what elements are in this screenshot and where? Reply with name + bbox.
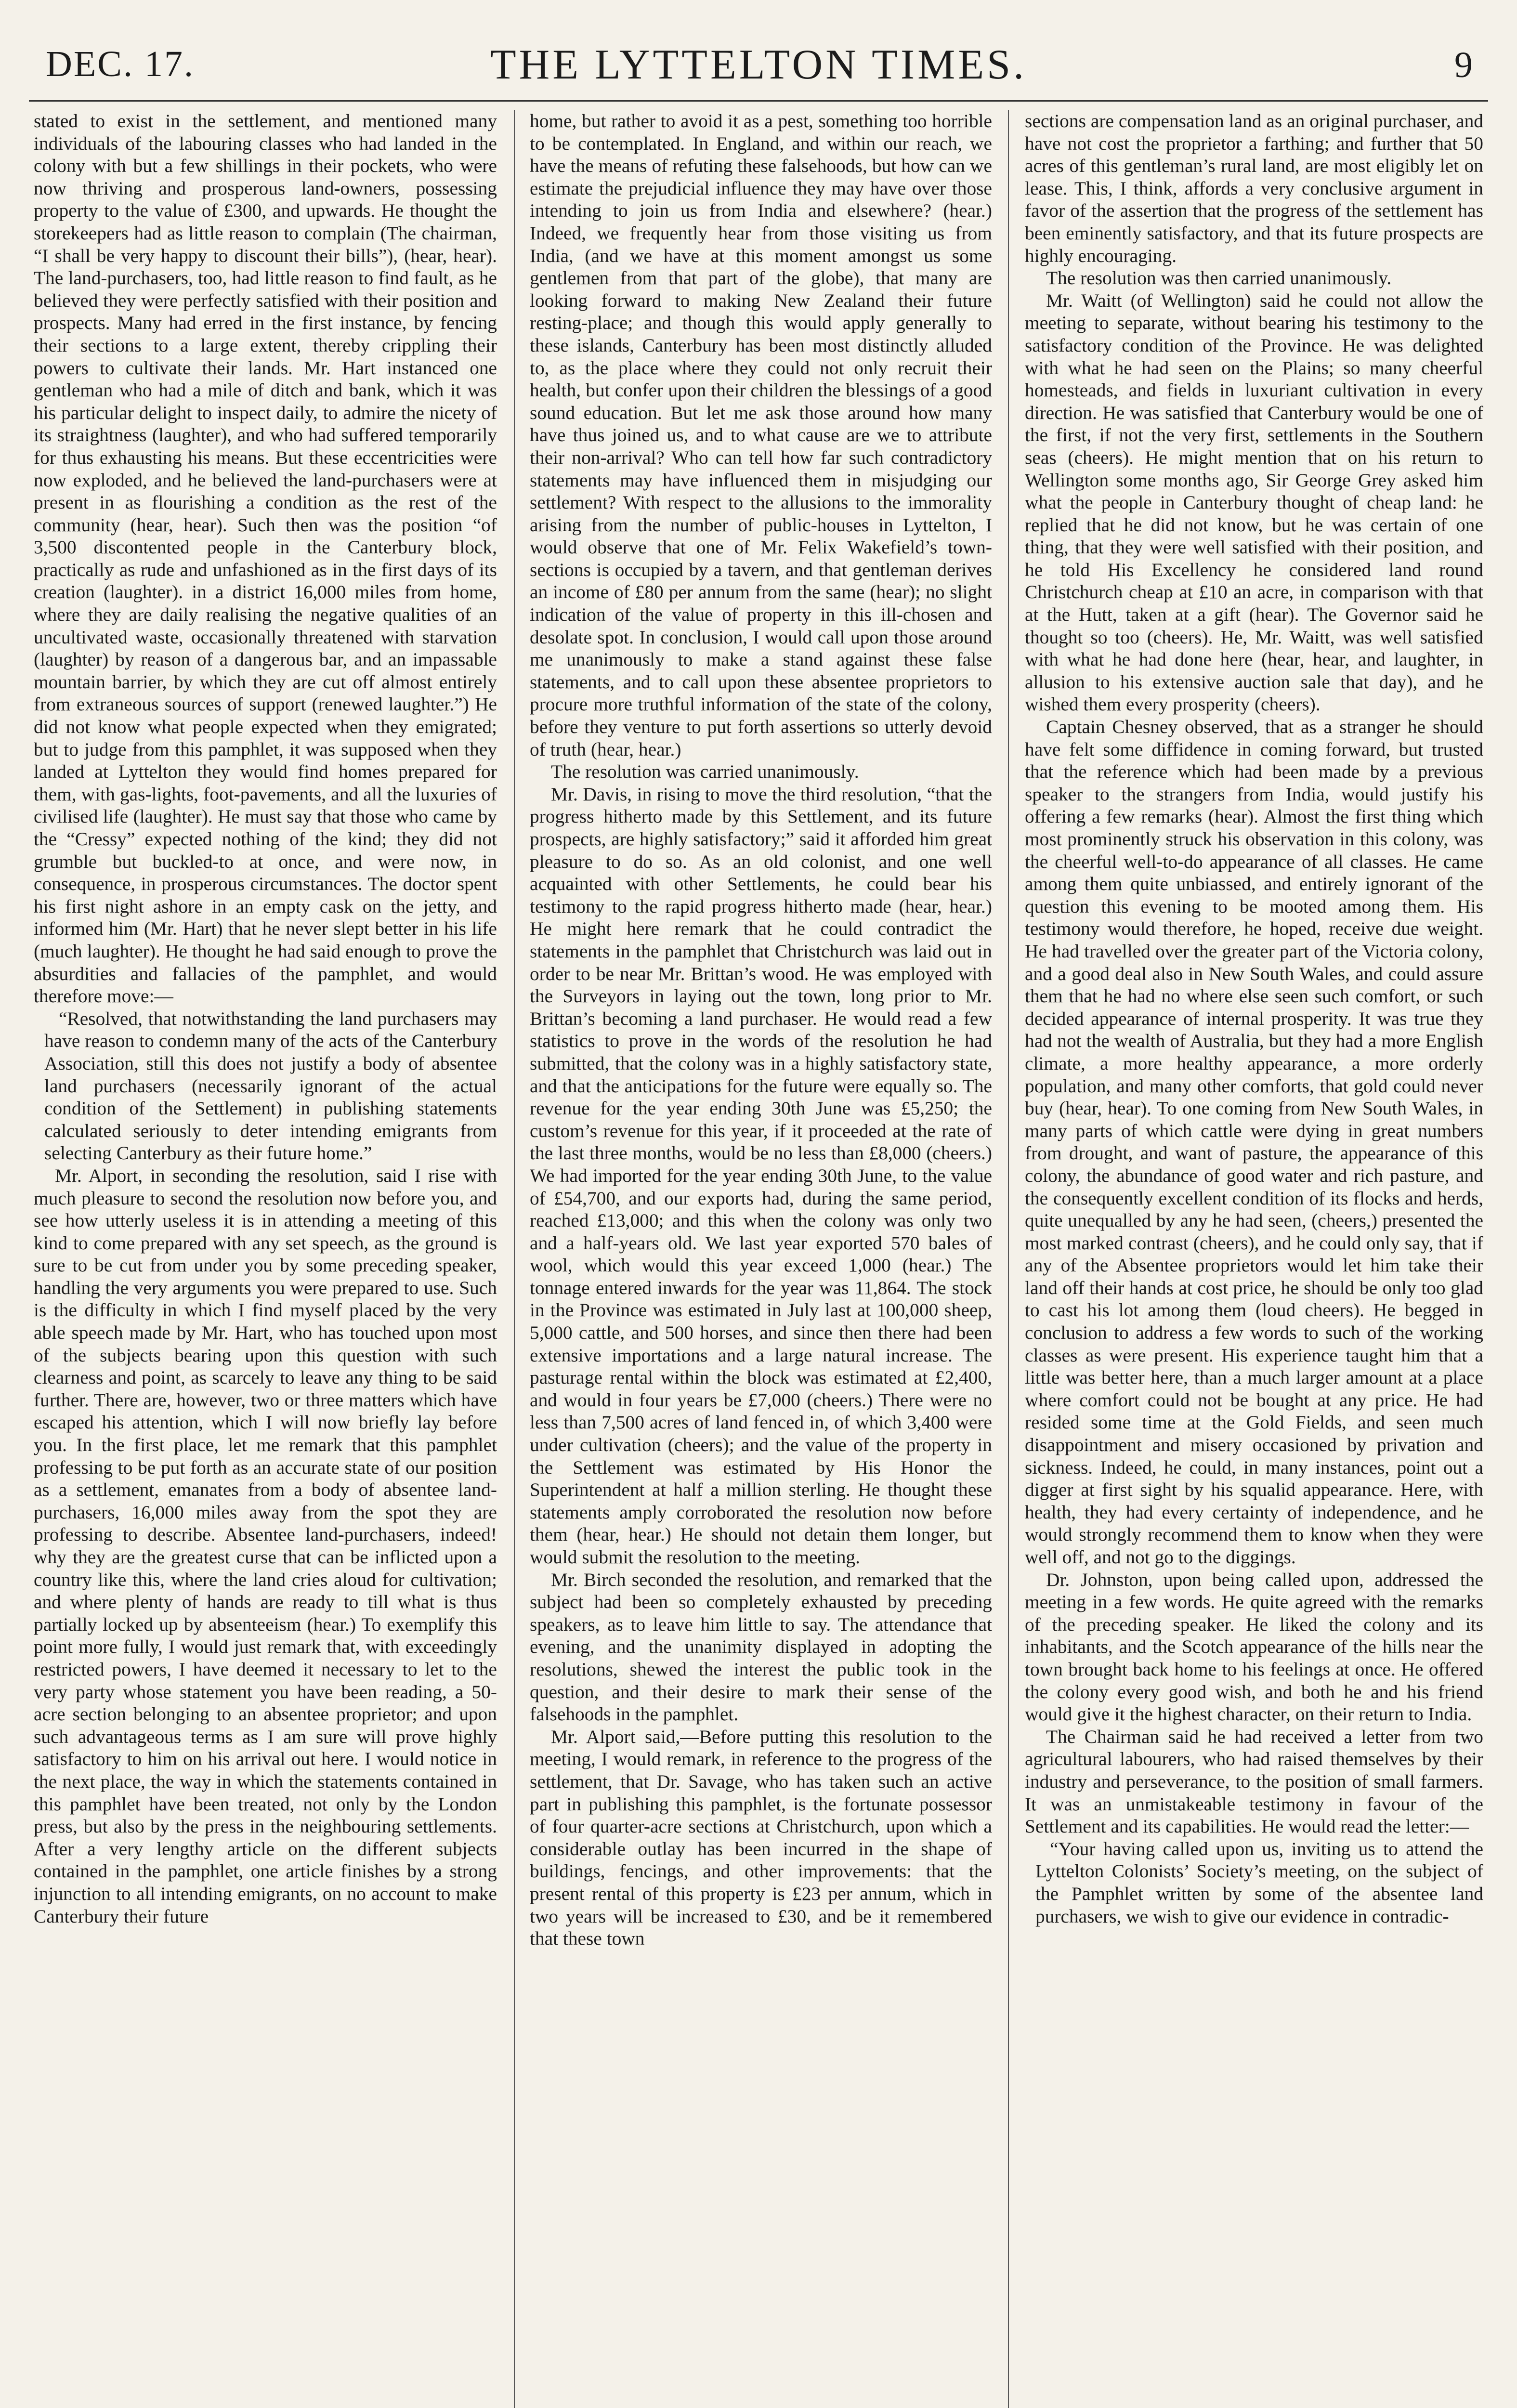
paragraph: Mr. Waitt (of Wellington) said he could not allow the meeting to separate, without bearing his testimony to the satisfactory condition of the Province. He was delighted with what he had seen on the Plains; so many cheerful homesteads, and fields in luxuriant cultivation in every direction. He was satisfied that Canterbury would be one of the first, if not the very first, settlements in the Southern seas (cheers). He might mention that on his return to Wellington some months ago, Sir George Grey asked him what the people in Canterbury thought of cheap land: he replied that he did not know, but he was certain of one thing, that they were well satisfied with their position, and he told His Excellency he considered land round Christchurch cheap at £10 an acre, in comparison with that at the Hutt, taken at a gift (hear). The Governor said he thought so too (cheers). He, Mr. Waitt, was well satisfied with what he had done here (hear, hear, and laughter, in allusion to his extensive auction sale that day), and he wished them every prosperity (cheers). xyxy=(1025,289,1483,715)
column-2 xyxy=(530,110,992,2408)
header-rule xyxy=(29,100,1488,102)
paragraph: “Your having called upon us, inviting us to attend the Lyttelton Colonists’ Society’s meeting, on the subject of the Pamphlet written by some of the absentee land purchasers, we wish to give our evidence in contradic- xyxy=(1035,1838,1483,1927)
issue-date: DEC. 17. xyxy=(46,44,195,84)
paragraph: Mr. Alport said,—Before putting this resolution to the meeting, I would remark, in reference to the progress of the settlement, that Dr. Savage, who has taken such an active part in publishing this pamphlet, is the fortunate possessor of four quarter-acre sections at Christchurch, upon which a considerable outlay has been incurred in the shape of buildings, fencings, and other improvements: that the present rental of this property is £23 per annum, which in two years will be increased to £30, and be it remembered that these town xyxy=(530,1726,992,1950)
paragraph: The Chairman said he had received a letter from two agricultural labourers, who had raised themselves by their industry and perseverance, to the position of small farmers. It was an unmistakeable testimony in favour of the Settlement and its capabilities. He would read the letter:— xyxy=(1025,1726,1483,1837)
paragraph: Dr. Johnston, upon being called upon, addressed the meeting in a few words. He quite agreed with the remarks of the preceding speaker. He liked the colony and its inhabitants, and the Scotch appearance of the hills near the town brought back home to his feelings at once. He offered the colony every good wish, and both he and his friend would give it the highest character, on their return to India. xyxy=(1025,1569,1483,1725)
paragraph: “Resolved, that notwithstanding the land purchasers may have reason to condemn many of the acts of the Canterbury Association, still this does not justify a body of absentee land purchasers (necessarily ignorant of the actual condition of the Settlement) in publishing statements calculated seriously to deter intending emigrants from selecting Canterbury as their future home.” xyxy=(44,1008,497,1164)
paragraph: The resolution was then carried unanimously. xyxy=(1046,267,1392,289)
column-1 xyxy=(34,110,497,2408)
paragraph: Mr. Alport, in seconding the resolution, said I rise with much pleasure to second the resolution now before you, and see how utterly useless it is in attending a meeting of this kind to come prepared with any set speech, as the ground is sure to be cut from under you by some preceding speaker, handling the very arguments you were prepared to use. Such is the difficulty in which I find myself placed by the very able speech made by Mr. Hart, who has touched upon most of the subjects bearing upon this question with such clearness and point, as scarcely to leave any thing to be said further. There are, however, two or three matters which have escaped his attention, which I will now briefly lay before you. In the first place, let me remark that this pamphlet professing to be put forth as an accurate state of our position as a settlement, emanates from a body of absentee land-purchasers, 16,000 miles away from the spot they are professing to describe. Absentee land-purchasers, indeed! why they are the greatest curse that can be inflicted upon a country like this, where the land cries aloud for cultivation; and where plenty of hands are ready to till what is thus partially locked up by absenteeism (hear.) To exemplify this point more fully, I would just remark that, with exceedingly restricted powers, I have deemed it necessary to let to the very party whose statement you have been reading, a 50-acre section belonging to an absentee proprietor; and upon such advantageous terms as I am sure will prove highly satisfactory to him on his arrival out here. I would notice in the next place, the way in which the statements contained in this pamphlet have been treated, not only by the London press, but also by the press in the neighbouring settlements. After a very lengthy article on the different subjects contained in the pamphlet, one article finishes by a strong injunction to all intending emigrants, on no account to make Canterbury their future xyxy=(34,1165,497,1927)
paragraph: Mr. Birch seconded the resolution, and remarked that the subject had been so completely exhausted by preceding speakers, as to leave him little to say. The attendance that evening, and the unanimity displayed in adopting the resolutions, shewed the interest the public took in the question, and their desire to mark their sense of the falsehoods in the pamphlet. xyxy=(530,1569,992,1725)
column-divider xyxy=(514,110,515,2408)
page-number: 9 xyxy=(1454,45,1473,85)
paragraph: Mr. Davis, in rising to move the third resolution, “that the progress hitherto made by this Settlement, and its future prospects, are highly satisfactory;” said it afforded him great pleasure to do so. As an old colonist, and one well acquainted with other Settlements, he could bear his testimony to the rapid progress hitherto made (hear, hear.) He might here remark that he could contradict the statements in the pamphlet that Christchurch was laid out in order to be near Mr. Brittan’s wood. He was employed with the Surveyors in laying out the town, long prior to Mr. Brittan’s becoming a land purchaser. He would read a few statistics to prove in the words of the resolution he had submitted, that the colony was in a highly satisfactory state, and that the anticipations for the future were equally so. The revenue for the year ending 30th June was £5,250; the custom’s revenue for this year, if it proceeded at the rate of the last three months, would be no less than £8,000 (cheers.) We had imported for the year ending 30th June, to the value of £54,700, and our exports had, during the same period, reached £13,000; and this when the colony was only two and a half-years old. We last year exported 570 bales of wool, which would this year exceed 1,000 (hear.) The tonnage entered inwards for the year was 11,864. The stock in the Province was estimated in July last at 100,000 sheep, 5,000 cattle, and 500 horses, and since then there had been extensive importations and a large natural increase. The pasturage rental within the block was estimated at £2,400, and would in four years be £7,000 (cheers.) There were no less than 7,500 acres of land fenced in, of which 3,400 were under cultivation (cheers); and the value of the property in the Settlement was estimated by His Honor the Superintendent at half a million sterling. He thought these statements amply corroborated the resolution now before them (hear, hear.) He should not detain them longer, but would submit the resolution to the meeting. xyxy=(530,783,992,1568)
paragraph: sections are compensation land as an original purchaser, and have not cost the proprietor a farthing; and further that 50 acres of this gentleman’s rural land, are most eligibly let on lease. This, I think, affords a very conclusive argument in favor of the assertion that the progress of the settlement has been eminently satisfactory, and that its future prospects are highly encouraging. xyxy=(1025,110,1483,266)
article-columns xyxy=(34,110,1483,2408)
paragraph: The resolution was carried unanimously. xyxy=(551,761,859,783)
paragraph: home, but rather to avoid it as a pest, something too horrible to be contemplated. In England, and within our reach, we have the means of refuting these falsehoods, but how can we estimate the prejudicial influence they may have over those intending to join us from India and elsewhere? (hear.) Indeed, we frequently hear from those visiting us from India, (and we have at this moment amongst us some gentlemen from that part of the globe), that many are looking forward to making New Zealand their future resting-place; and though this would apply generally to these islands, Canterbury has been most distinctly alluded to, as the place where they could not only recruit their health, but confer upon their children the blessings of a good sound education. But let me ask those around how many have thus joined us, and to what cause are we to attribute their non-arrival? Who can tell how far such contradictory statements may have influenced them in misjudging our settlement? With respect to the allusions to the immorality arising from the number of public-houses in Lyttelton, I would observe that one of Mr. Felix Wakefield’s town-sections is occupied by a tavern, and that gentleman derives an income of £80 per annum from the same (hear); no slight indication of the value of property in this ill-chosen and desolate spot. In conclusion, I would call upon those around me unanimously to make a stand against these false statements, and to call upon these absentee proprietors to procure more truthful information of the state of the colony, before they venture to put forth assertions so utterly devoid of truth (hear, hear.) xyxy=(530,110,992,760)
newspaper-title: THE LYTTELTON TIMES. xyxy=(490,41,1027,88)
masthead xyxy=(0,0,1517,107)
column-divider xyxy=(1008,110,1009,2408)
paragraph: Captain Chesney observed, that as a stranger he should have felt some diffidence in coming forward, but trusted that the reference which had been made by a previous speaker to the strangers from India, would justify his offering a few remarks (hear). Almost the first thing which most prominently struck his observation in this colony, was the cheerful well-to-do appearance of all classes. He came among them quite unbiassed, and entirely ignorant of the question this evening to be mooted among them. His testimony would therefore, he hoped, receive due weight. He had travelled over the greater part of the Victoria colony, and a good deal also in New South Wales, and could assure them that he had no where else seen such comfort, or such decided appearance of internal prosperity. It was true they had not the wealth of Australia, but they had a more English climate, a more healthy appearance, a more orderly population, and many other comforts, that gold could never buy (hear, hear). To one coming from New South Wales, in many parts of which cattle were dying in great numbers from drought, and want of pasture, the appearance of this colony, the abundance of good water and rich pasture, and the consequently excellent condition of its flocks and herds, quite unequalled by any he had seen, (cheers,) presented the most marked contrast (cheers), and he could only say, that if any of the Absentee proprietors would let him take their land off their hands at cost price, he should be only too glad to cast his lot among them (loud cheers). He begged in conclusion to address a few words to such of the working classes as were present. His experience taught him that a little was better here, than a much larger amount at a place where comfort could not be bought at any price. He had resided some time at the Gold Fields, and seen much disappointment and misery occasioned by privation and sickness. Indeed, he could, in many instances, point out a digger at first sight by his squalid appearance. Here, with health, they had every certainty of independence, and he would strongly recommend them to know when they were well off, and not go to the diggings. xyxy=(1025,716,1483,1568)
paragraph: stated to exist in the settlement, and mentioned many individuals of the labouring classes who had landed in the colony with but a few shillings in their pockets, who were now thriving and prosperous land-owners, possessing property to the value of £300, and upwards. He thought the storekeepers had as little reason to complain (The chairman, “I shall be very happy to discount their bills”), (hear, hear). The land-purchasers, too, had little reason to find fault, as he believed they were perfectly satisfied with their position and prospects. Many had erred in the first instance, by fencing their sections to a large extent, thereby crippling their powers to cultivate their lands. Mr. Hart instanced one gentleman who had a mile of ditch and bank, which it was his particular delight to inspect daily, to admire the nicety of its straightness (laughter), and who had suffered temporarily for thus exhausting his means. But these eccentricities were now exploded, and he believed the land-purchasers were at present in as flourishing a condition as the rest of the community (hear, hear). Such then was the position “of 3,500 discontented people in the Canterbury block, practically as rude and unfashioned as in the first days of its creation (laughter). in a district 16,000 miles from home, where they are daily realising the negative qualities of an uncultivated waste, occasionally threatened with starvation (laughter) by reason of a dangerous bar, and an impassable mountain barrier, by which they are cut off almost entirely from extraneous sources of support (renewed laughter.”) He did not know what people expected when they emigrated; but to judge from this pamphlet, it was supposed when they landed at Lyttelton they would find homes prepared for them, with gas-lights, foot-pavements, and all the luxuries of civilised life (laughter). He must say that those who came by the “Cressy” expected nothing of the kind; they did not grumble but buckled-to at once, and were now, in consequence, in prosperous circumstances. The doctor spent his first night ashore in an empty cask on the jetty, and informed him (Mr. Hart) that he never slept better in his life (much laughter). He thought he had said enough to prove the absurdities and fallacies of the pamphlet, and would therefore move:— xyxy=(34,110,497,1007)
column-3 xyxy=(1025,110,1483,2408)
